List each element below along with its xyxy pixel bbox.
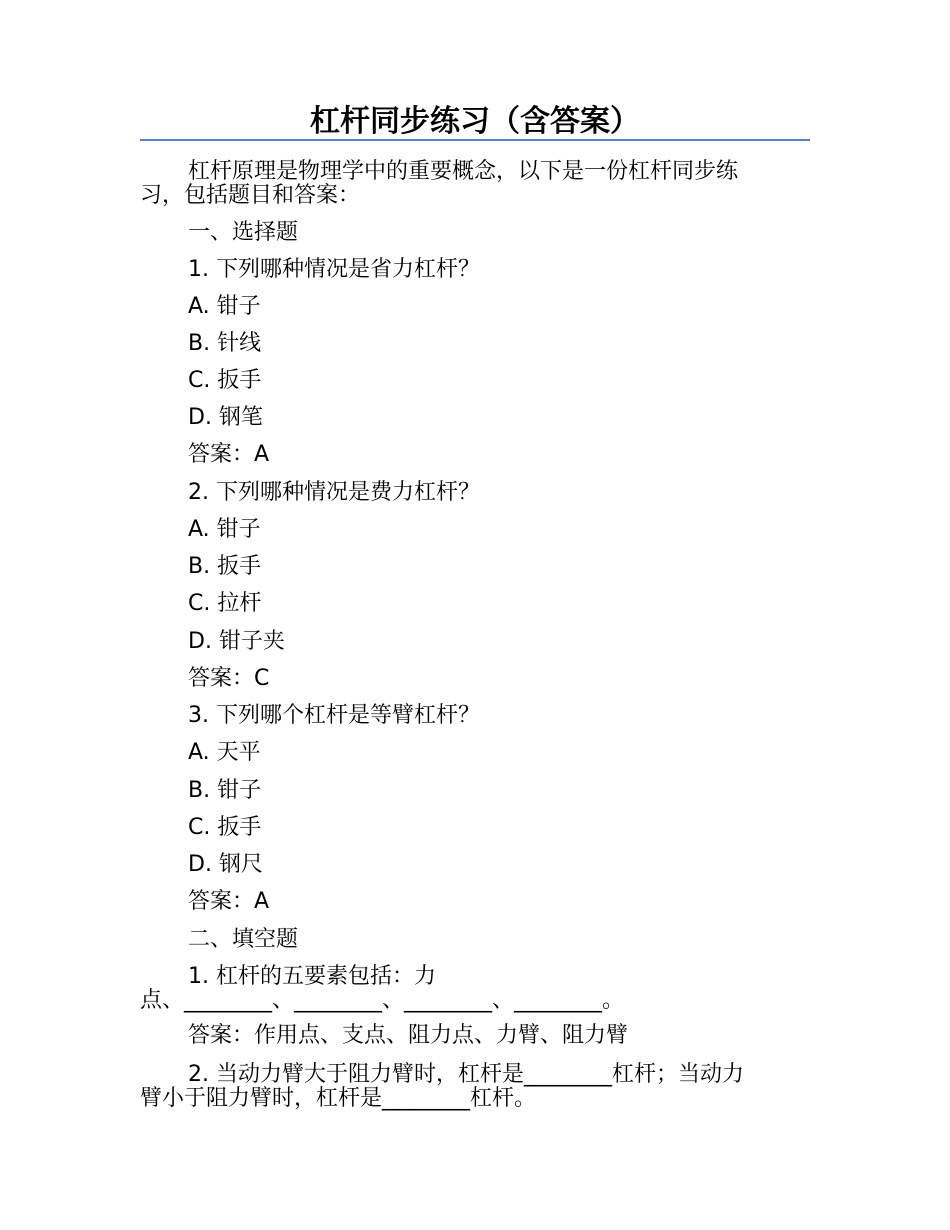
question-3-option-a: A. 天平 <box>188 740 261 765</box>
section-heading-choice: 一、选择题 <box>188 220 299 245</box>
fill-1-line-1: 1. 杠杆的五要素包括：力 <box>188 964 436 989</box>
question-1-option-a: A. 钳子 <box>188 294 261 319</box>
question-2-option-b: B. 扳手 <box>188 554 262 579</box>
question-2-option-a: A. 钳子 <box>188 517 261 542</box>
question-1-option-d: D. 钢笔 <box>188 405 263 430</box>
question-3-option-d: D. 钢尺 <box>188 852 263 877</box>
question-3-option-c: C. 扳手 <box>188 815 262 840</box>
question-1-answer: 答案：A <box>188 442 270 467</box>
fill-2-line-1: 2. 当动力臂大于阻力臂时，杠杆是________杠杆；当动力 <box>188 1062 744 1087</box>
title-underline <box>140 139 810 141</box>
question-2-option-c: C. 拉杆 <box>188 591 262 616</box>
intro-line-1: 杠杆原理是物理学中的重要概念，以下是一份杠杆同步练 <box>188 159 739 184</box>
question-3-option-b: B. 钳子 <box>188 778 262 803</box>
question-1-option-c: C. 扳手 <box>188 368 262 393</box>
question-2-option-d: D. 钳子夹 <box>188 629 285 654</box>
question-2-answer: 答案：C <box>188 666 270 691</box>
intro-line-2: 习，包括题目和答案： <box>140 183 361 208</box>
question-1-option-b: B. 针线 <box>188 331 262 356</box>
question-3-stem: 3. 下列哪个杠杆是等臂杠杆？ <box>188 703 480 728</box>
fill-2-line-2: 臂小于阻力臂时，杠杆是________杠杆。 <box>140 1086 537 1111</box>
question-2-stem: 2. 下列哪种情况是费力杠杆？ <box>188 480 480 505</box>
question-3-answer: 答案：A <box>188 889 270 914</box>
question-1-stem: 1. 下列哪种情况是省力杠杆？ <box>188 257 480 282</box>
fill-1-answer: 答案：作用点、支点、阻力点、力臂、阻力臂 <box>188 1023 629 1048</box>
document-title: 杠杆同步练习（含答案） <box>310 104 640 139</box>
fill-1-line-2: 点、________、________、________、________。 <box>140 988 625 1013</box>
section-heading-fill: 二、填空题 <box>188 927 299 952</box>
